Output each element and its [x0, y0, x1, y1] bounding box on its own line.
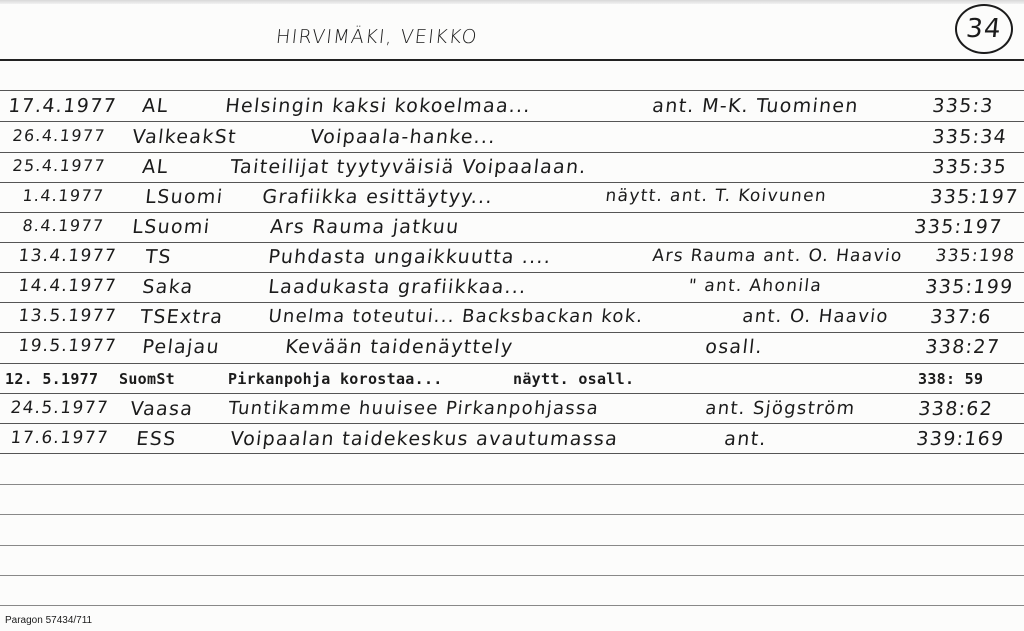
entry-source: ESS	[135, 428, 178, 450]
entry-text: Taiteilijat tyytyväisiä Voipaalaan.	[229, 156, 588, 178]
entry-date: 13.4.1977	[17, 246, 118, 266]
entry-date: 19.5.1977	[17, 336, 118, 356]
entry-ref: 338:62	[917, 398, 995, 420]
entry-note: ant. O. Haavio	[741, 306, 890, 327]
entry-ref: 335:35	[931, 156, 1009, 178]
entry-source: SuomSt	[119, 370, 175, 388]
ruled-line	[0, 90, 1024, 91]
card-footer: Paragon 57434/711	[5, 615, 93, 626]
entry-date: 24.5.1977	[9, 398, 110, 418]
entry-text: Laadukasta grafiikkaa...	[267, 276, 528, 298]
entry-row	[0, 276, 1024, 306]
entry-date: 12. 5.1977	[5, 370, 99, 388]
entry-date: 14.4.1977	[17, 276, 118, 296]
entry-row	[0, 246, 1024, 276]
entry-text: Tuntikamme huuisee Pirkanpohjassa	[227, 398, 601, 419]
entry-note: Ars Rauma ant. O. Haavio	[651, 246, 904, 266]
entry-row	[0, 306, 1024, 336]
entry-text: Kevään taidenäyttely	[284, 336, 515, 358]
entry-note: ant.	[723, 428, 768, 450]
entry-ref: 335:198	[934, 246, 1017, 266]
entry-ref: 338:27	[924, 336, 1002, 358]
entry-row	[0, 186, 1024, 216]
entry-date: 8.4.1977	[21, 216, 106, 235]
entry-source: AL	[141, 156, 170, 178]
entry-date: 25.4.1977	[11, 156, 107, 175]
entry-text: Ars Rauma jatkuu	[269, 216, 461, 238]
entry-source: LSuomi	[144, 186, 225, 208]
card-top-edge	[0, 0, 1024, 4]
entry-ref: 335:197	[929, 186, 1020, 208]
entry-text: Voipaalan taidekeskus avautumassa	[229, 428, 620, 450]
entry-source: ValkeakSt	[131, 126, 238, 148]
entry-ref: 335:197	[913, 216, 1004, 238]
entry-ref: 335:199	[924, 276, 1015, 298]
entry-source: Vaasa	[129, 398, 195, 420]
entry-date: 13.5.1977	[17, 306, 118, 326]
entry-source: LSuomi	[131, 216, 212, 238]
entry-date: 17.6.1977	[9, 428, 110, 448]
entry-note: " ant. Ahonila	[687, 276, 824, 296]
entry-text: Voipaala-hanke...	[309, 126, 498, 148]
ruled-line	[0, 575, 1024, 576]
entry-source: Pelajau	[141, 336, 222, 358]
entry-text: Puhdasta ungaikkuutta ....	[267, 246, 553, 268]
entry-row	[0, 428, 1024, 458]
card-number-circle	[955, 4, 1013, 54]
entry-note: näytt. osall.	[513, 370, 635, 388]
entry-source: TSExtra	[139, 306, 225, 328]
card-name: HIRVIMÄKI, VEIKKO	[274, 26, 479, 48]
entry-date: 17.4.1977	[7, 95, 118, 117]
entry-text: Pirkanpohja korostaa...	[228, 370, 443, 388]
entry-text: Unelma toteutui... Backsbackan kok.	[267, 306, 645, 327]
entry-ref: 339:169	[915, 428, 1006, 450]
entry-row	[0, 216, 1024, 246]
entry-date: 1.4.1977	[21, 186, 106, 205]
entry-date: 26.4.1977	[11, 126, 107, 145]
entry-note: ant. M-K. Tuominen	[651, 95, 860, 117]
entry-source: Saka	[141, 276, 195, 298]
entry-row	[0, 336, 1024, 366]
entry-ref: 335:3	[931, 95, 995, 117]
entry-source: TS	[144, 246, 173, 268]
entry-note: ant. Sjögström	[704, 398, 857, 419]
entry-ref: 338: 59	[918, 370, 984, 388]
entry-row	[0, 398, 1024, 428]
entry-note: näytt. ant. T. Koivunen	[604, 186, 828, 206]
entry-ref: 337:6	[929, 306, 993, 328]
ruled-line	[0, 514, 1024, 515]
card-number: 34	[964, 14, 1004, 44]
entry-ref: 335:34	[931, 126, 1009, 148]
header-rule	[0, 59, 1024, 61]
entry-row	[0, 156, 1024, 186]
ruled-line	[0, 545, 1024, 546]
entry-text: Grafiikka esittäytyy...	[261, 186, 495, 208]
entry-row	[0, 126, 1024, 156]
ruled-line	[0, 605, 1024, 606]
ruled-line	[0, 484, 1024, 485]
entry-row	[0, 370, 1024, 400]
entry-row	[0, 95, 1024, 125]
entry-text: Helsingin kaksi kokoelmaa...	[224, 95, 533, 117]
entry-note: osall.	[704, 336, 765, 358]
entry-source: AL	[141, 95, 170, 117]
